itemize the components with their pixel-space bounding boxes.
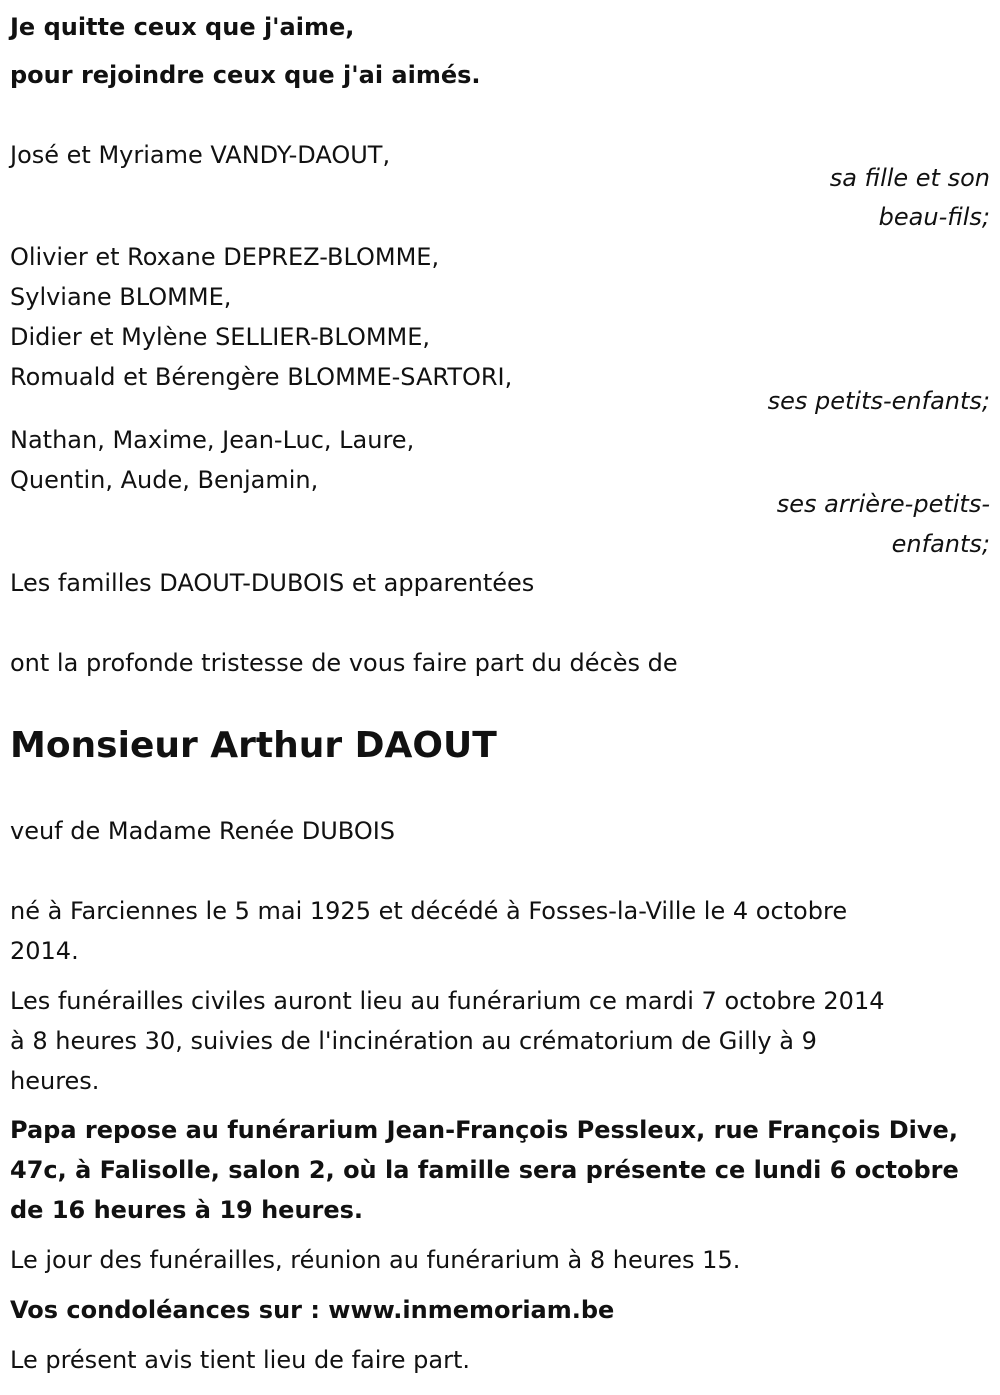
great-grandchildren-relation-line-1: ses arrière-petits- <box>776 490 990 518</box>
grandchildren-line-1: Olivier et Roxane DEPREZ-BLOMME, <box>10 243 440 271</box>
families-line: Les familles DAOUT-DUBOIS et apparentées <box>10 569 535 597</box>
meeting-line: Le jour des funérailles, réunion au funérarium à 8 heures 15. <box>10 1246 741 1274</box>
epigraph-line-2: pour rejoindre ceux que j'ai aimés. <box>10 61 481 89</box>
children-relation-line-1: sa fille et son <box>829 164 990 192</box>
funeral-line-3: heures. <box>10 1067 100 1095</box>
funeral-line-2: à 8 heures 30, suivies de l'incinération au crématorium de Gilly à 9 <box>10 1027 817 1055</box>
great-grandchildren-line-1: Nathan, Maxime, Jean-Luc, Laure, <box>10 426 415 454</box>
widower-line: veuf de Madame Renée DUBOIS <box>10 817 396 845</box>
children-names: José et Myriame VANDY-DAOUT, <box>10 141 391 169</box>
announcement-line: ont la profonde tristesse de vous faire part du décès de <box>10 649 678 677</box>
condolences-line: Vos condoléances sur : www.inmemoriam.be <box>10 1296 615 1324</box>
notice-line: Le présent avis tient lieu de faire part. <box>10 1346 470 1374</box>
grandchildren-line-4: Romuald et Bérengère BLOMME-SARTORI, <box>10 363 513 391</box>
great-grandchildren-relation-line-2: enfants; <box>891 530 990 558</box>
epigraph-line-1: Je quitte ceux que j'aime, <box>10 13 355 41</box>
rest-line-3: de 16 heures à 19 heures. <box>10 1196 364 1224</box>
rest-line-2: 47c, à Falisolle, salon 2, où la famille sera présente ce lundi 6 octobre <box>10 1156 959 1184</box>
rest-line-1: Papa repose au funérarium Jean-François Pessleux, rue François Dive, <box>10 1116 958 1144</box>
funeral-line-1: Les funérailles civiles auront lieu au funérarium ce mardi 7 octobre 2014 <box>10 987 885 1015</box>
grandchildren-line-3: Didier et Mylène SELLIER-BLOMME, <box>10 323 431 351</box>
birth-death-line-2: 2014. <box>10 937 79 965</box>
deceased-name: Monsieur Arthur DAOUT <box>10 725 497 766</box>
grandchildren-line-2: Sylviane BLOMME, <box>10 283 232 311</box>
great-grandchildren-line-2: Quentin, Aude, Benjamin, <box>10 466 319 494</box>
grandchildren-relation: ses petits-enfants; <box>767 387 990 415</box>
children-relation-line-2: beau-fils; <box>878 203 990 231</box>
birth-death-line-1: né à Farciennes le 5 mai 1925 et décédé à Fosses-la-Ville le 4 octobre <box>10 897 848 925</box>
